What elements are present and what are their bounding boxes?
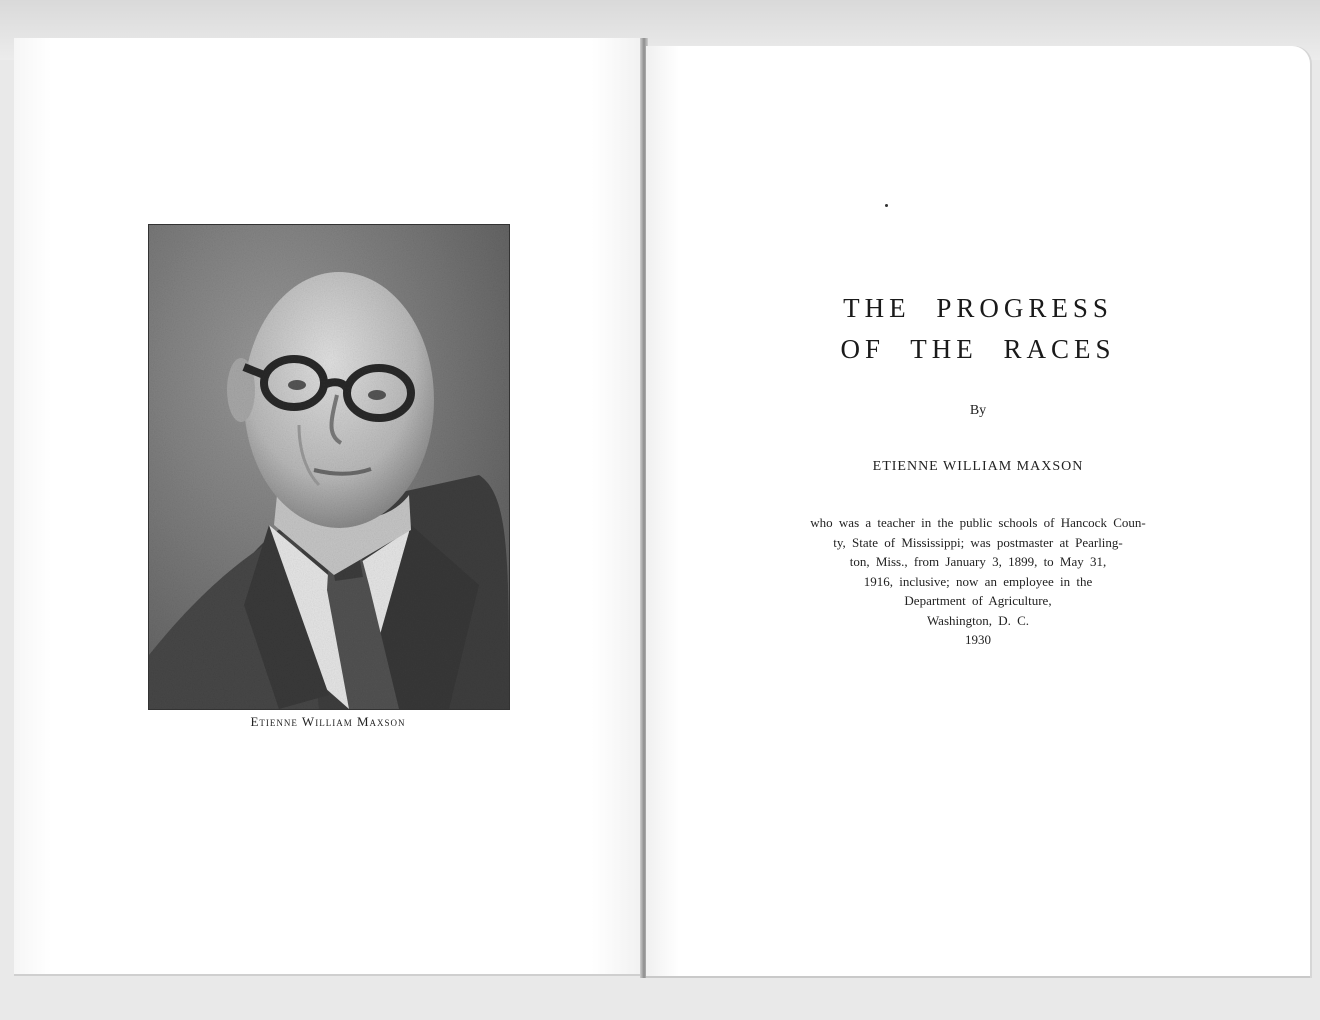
bio-line: Washington, D. C.: [926, 612, 1030, 628]
portrait-caption: Etienne William Maxson: [250, 714, 406, 729]
byline: By: [969, 403, 987, 418]
author-bio: [758, 513, 1198, 650]
bio-line: ty, State of Mississippi; was postmaster at Pearling-: [833, 534, 1123, 550]
author-portrait: [148, 224, 510, 710]
print-speck: [885, 204, 888, 207]
bio-line: Department of Agriculture,: [904, 593, 1052, 608]
book-title: [746, 288, 1210, 370]
title-line-1: THE PROGRESS: [843, 293, 1113, 323]
left-page: [14, 38, 642, 976]
portrait-image: [149, 225, 509, 709]
publication-year: 1930: [965, 632, 991, 647]
bio-line: who was a teacher in the public schools of Hancock Coun-: [810, 515, 1146, 530]
author-name: ETIENNE WILLIAM MAXSON: [872, 459, 1084, 474]
bio-line: ton, Miss., from January 3, 1899, to May 31,: [849, 554, 1107, 569]
bio-line: 1916, inclusive; now an employee in the: [863, 573, 1093, 589]
title-page: [646, 46, 1310, 978]
title-line-2: OF THE RACES: [840, 334, 1116, 364]
book-spread: [14, 38, 1314, 978]
